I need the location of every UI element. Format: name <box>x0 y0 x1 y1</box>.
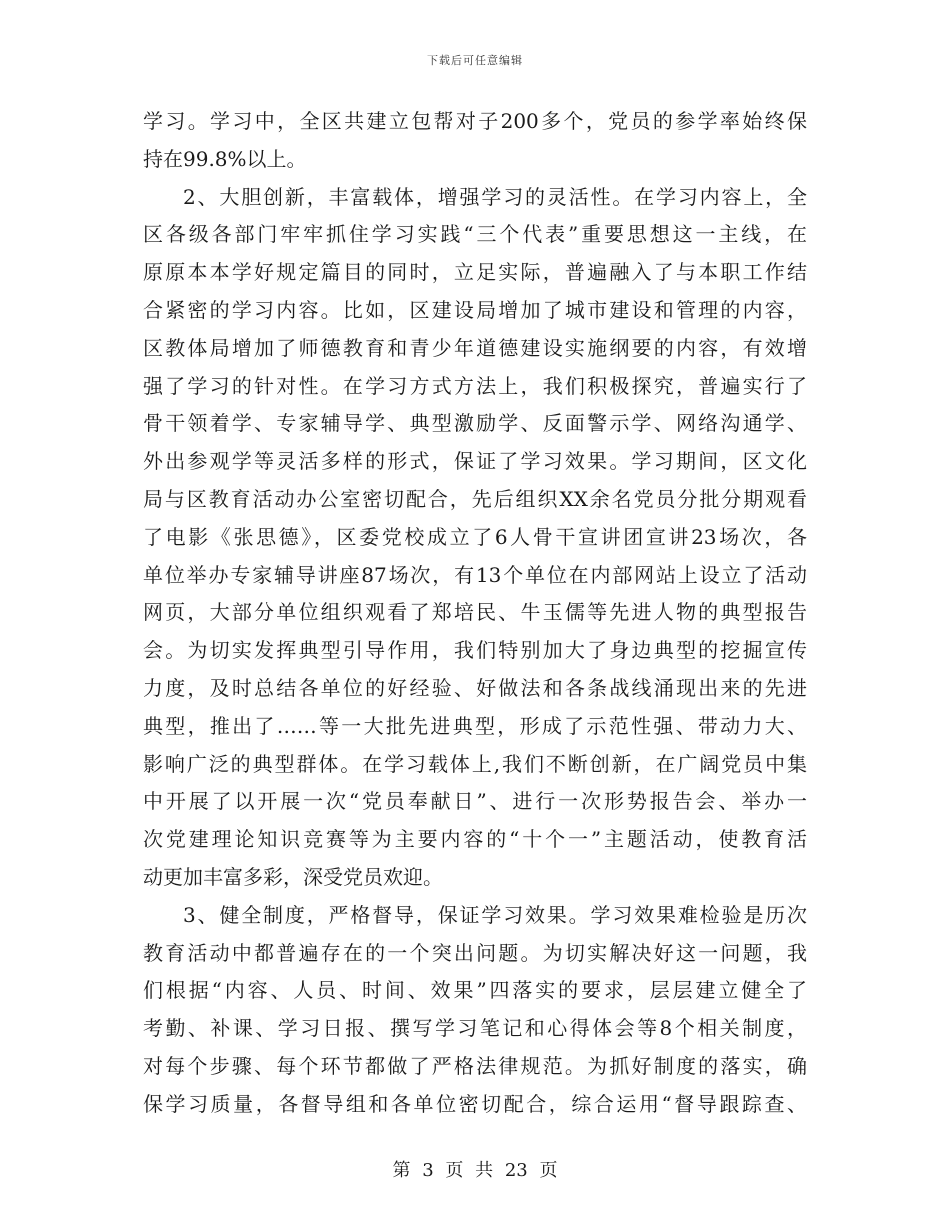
text-line <box>143 519 807 557</box>
text-line-content: 网页，大部分单位组织观看了郑培民、牛玉儒等先进人物的典型报告 <box>143 600 807 625</box>
text-line-content: 3、健全制度，严格督导，保证学习效果。学习效果难检验是历次 <box>183 902 807 927</box>
text-line <box>143 632 807 670</box>
text-line <box>143 594 807 632</box>
text-line <box>143 670 807 708</box>
text-line <box>143 935 807 973</box>
text-line <box>143 103 807 141</box>
text-line <box>143 405 807 443</box>
text-line <box>143 821 807 859</box>
text-line-content: 了电影《张思德》，区委党校成立了6人骨干宣讲团宣讲23场次，各 <box>143 524 807 549</box>
text-line-content: 教育活动中都普遍存在的一个突出问题。为切实解决好这一问题，我 <box>143 940 807 965</box>
text-line-content: 们根据“内容、人员、时间、效果”四落实的要求，层层建立健全了 <box>143 978 807 1003</box>
text-line-content: 骨干领着学、专家辅导学、典型激励学、反面警示学、网络沟通学、 <box>143 411 807 436</box>
text-line <box>143 254 807 292</box>
text-line-content: 合紧密的学习内容。比如，区建设局增加了城市建设和管理的内容， <box>143 297 807 322</box>
text-line-content: 区各级各部门牢牢抓住学习实践“三个代表”重要思想这一主线，在 <box>143 222 807 247</box>
text-line <box>143 1086 807 1124</box>
text-line: 动更加丰富多彩，深受党员欢迎。 <box>143 864 443 889</box>
page-header: 下载后可任意编辑 <box>427 54 523 67</box>
text-line-content: 区教体局增加了师德教育和青少年道德建设实施纲要的内容，有效增 <box>143 335 807 360</box>
text-line <box>143 330 807 368</box>
body-text <box>143 103 807 1124</box>
text-line <box>143 746 807 784</box>
text-line-content: 对每个步骤、每个环节都做了严格法律规范。为抓好制度的落实，确 <box>143 1053 807 1078</box>
text-line <box>143 368 807 406</box>
text-line <box>143 783 807 821</box>
text-line-content: 局与区教育活动办公室密切配合，先后组织XX余名党员分批分期观看 <box>143 486 807 511</box>
text-line <box>143 1010 807 1048</box>
text-line-content: 次党建理论知识竞赛等为主要内容的“十个一”主题活动，使教育活 <box>143 827 807 852</box>
text-line <box>143 557 807 595</box>
text-line-content: 中开展了以开展一次“党员奉献日”、进行一次形势报告会、举办一 <box>143 789 807 814</box>
page-footer: 第 3 页 共 23 页 <box>392 1160 558 1181</box>
text-line-content: 外出参观学等灵活多样的形式，保证了学习效果。学习期间，区文化 <box>143 449 807 474</box>
text-line <box>143 1048 807 1086</box>
text-line <box>143 972 807 1010</box>
text-line-content: 原原本本学好规定篇目的同时，立足实际，普遍融入了与本职工作结 <box>143 260 807 285</box>
text-line-content: 学习。学习中，全区共建立包帮对子200多个，党员的参学率始终保 <box>143 109 807 133</box>
text-line-content: 影响广泛的典型群体。在学习载体上,我们不断创新，在广阔党员中集 <box>143 751 807 776</box>
text-line <box>143 179 807 217</box>
text-line-content: 会。为切实发挥典型引导作用，我们特别加大了身边典型的挖掘宣传 <box>143 638 807 663</box>
text-line-content: 2、大胆创新，丰富载体，增强学习的灵活性。在学习内容上，全 <box>183 184 807 209</box>
text-line-content: 保学习质量，各督导组和各单位密切配合，综合运用“督导跟踪查、 <box>143 1091 807 1116</box>
text-line <box>143 216 807 254</box>
text-line-content: 考勤、补课、学习日报、撰写学习笔记和心得体会等8个相关制度， <box>143 1016 807 1041</box>
text-line <box>143 708 807 746</box>
text-line-content: 单位举办专家辅导讲座87场次，有13个单位在内部网站上设立了活动 <box>143 562 807 587</box>
text-line-content: 典型，推出了……等一大批先进典型，形成了示范性强、带动力大、 <box>143 713 807 738</box>
text-line <box>143 481 807 519</box>
text-line: 持在99.8%以上。 <box>143 146 307 171</box>
text-line <box>143 443 807 481</box>
text-line-content: 力度，及时总结各单位的好经验、好做法和各条战线涌现出来的先进 <box>143 675 807 700</box>
text-line <box>143 897 807 935</box>
text-line-content: 强了学习的针对性。在学习方式方法上，我们积极探究，普遍实行了 <box>143 373 807 398</box>
text-line <box>143 292 807 330</box>
